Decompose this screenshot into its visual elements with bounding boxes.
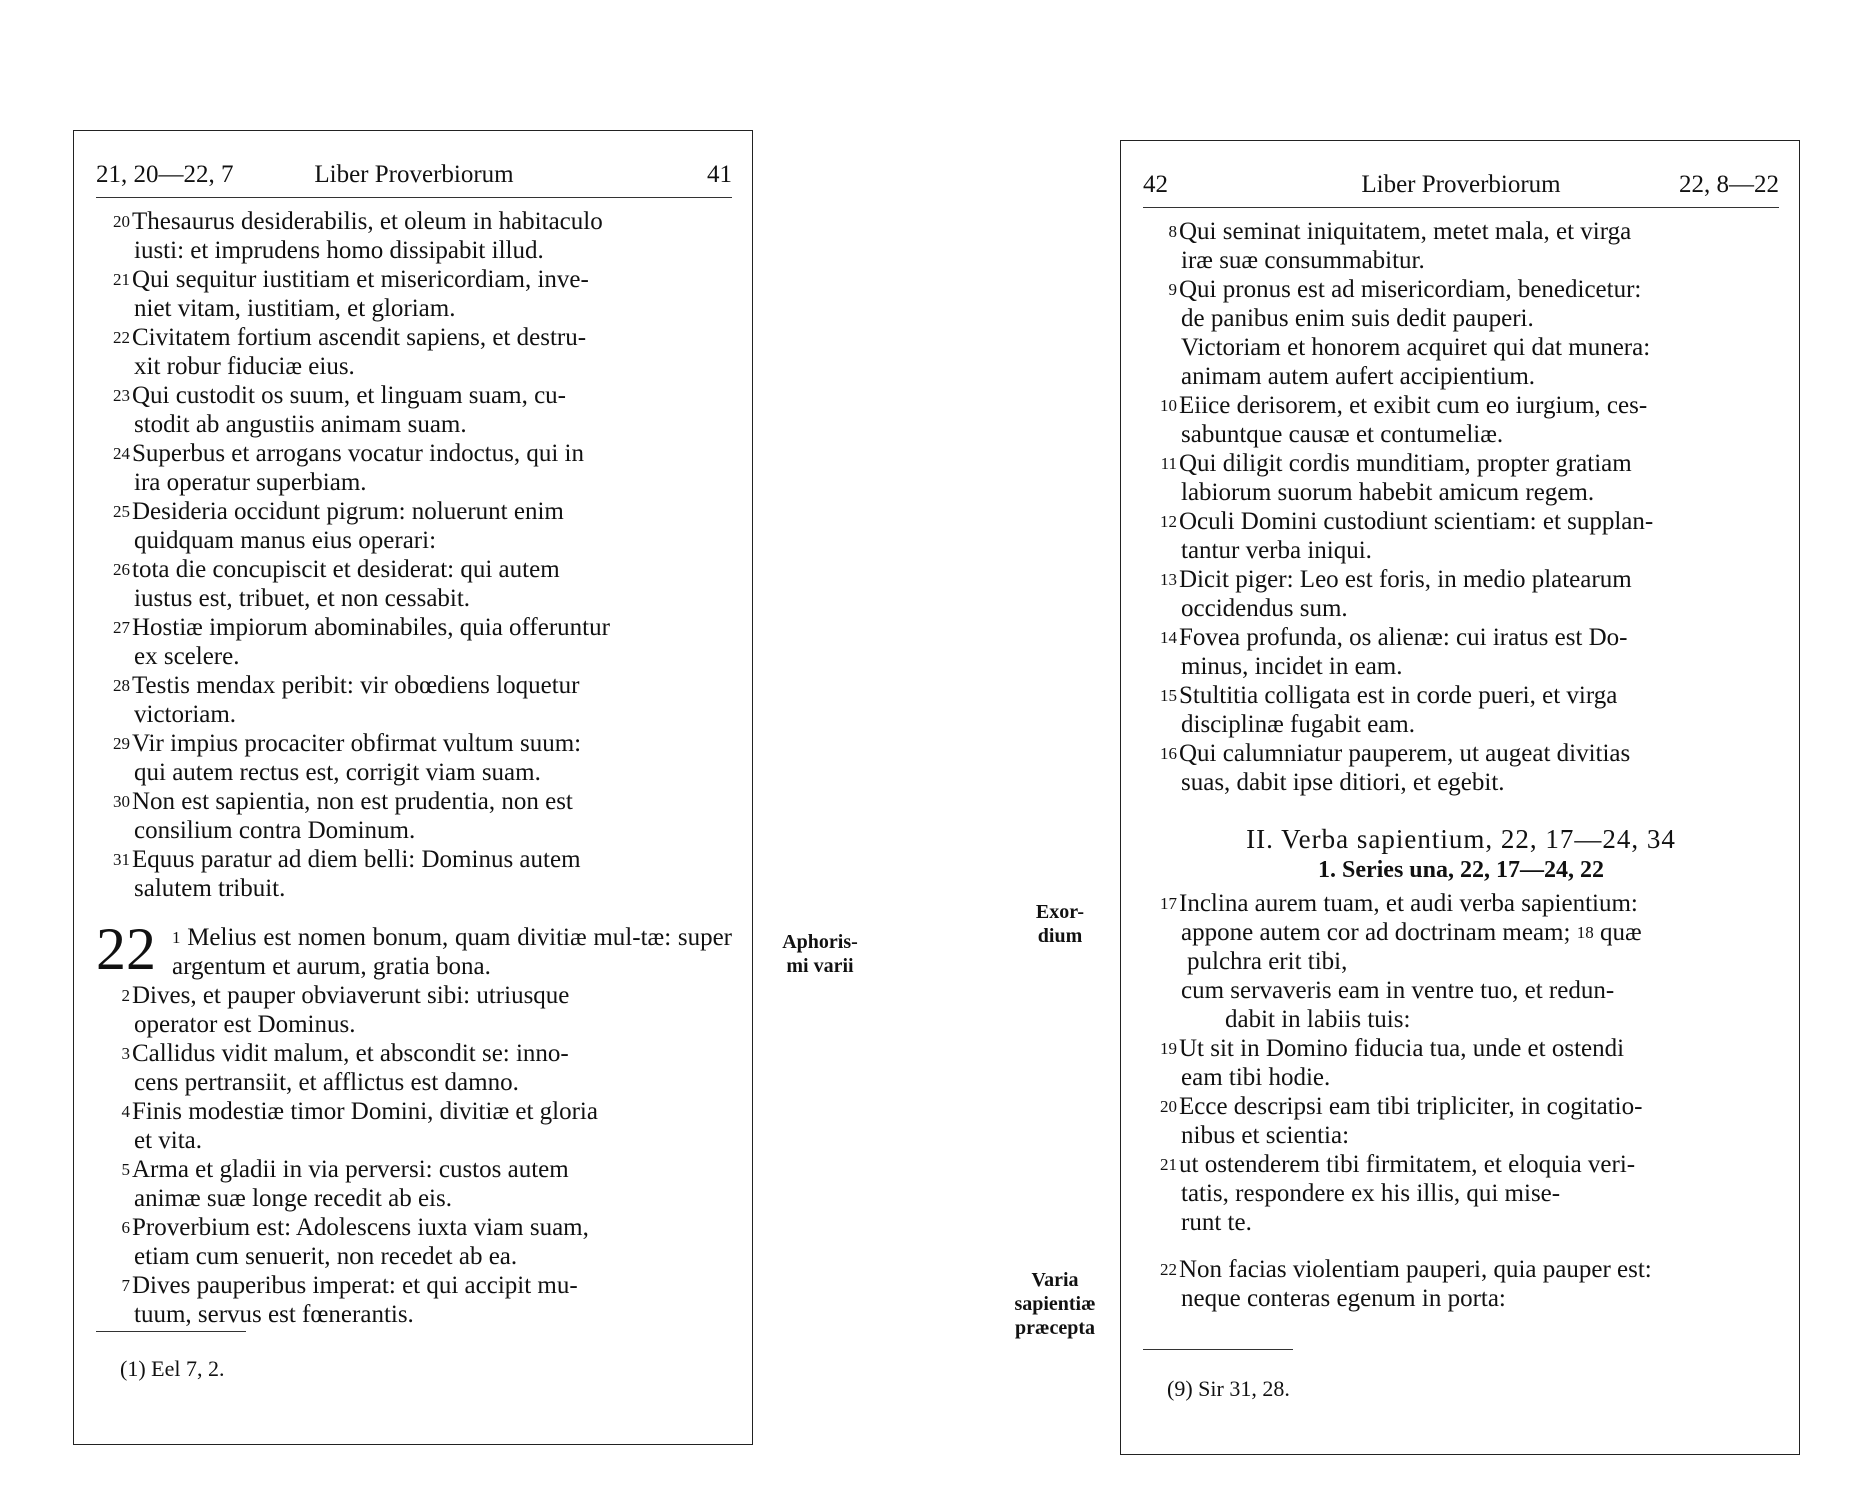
right-verses (1143, 217, 1779, 333)
verse-line: cens pertransiit, et afflictus est damno. (134, 1069, 519, 1096)
verse-line: Eiice derisorem, et exibit cum eo iurgium, ces- (1179, 392, 1648, 419)
verse-line: appone autem cor ad doctrinam meam; (1181, 919, 1571, 946)
margin-note-aphorismi (765, 930, 875, 978)
verse-line: occidendus sum. (1181, 595, 1348, 622)
verse-number: 20 (1160, 1097, 1177, 1116)
verse-line: Testis mendax peribit: vir obœdiens loquetur (132, 672, 580, 699)
right-page (1120, 140, 1800, 1455)
right-page-header (1143, 163, 1779, 208)
verse-number: 15 (1160, 686, 1177, 705)
verse-6 (96, 1213, 732, 1271)
verse-number: 11 (1160, 454, 1177, 473)
verse-21 (1143, 1150, 1779, 1237)
verse-31 (96, 845, 732, 903)
verse-line: Ecce descripsi eam tibi tripliciter, in cogitatio- (1179, 1093, 1643, 1120)
verse-line: Oculi Domini custodiunt scientiam: et supplan- (1179, 508, 1654, 535)
verse-line: stodit ab angustiis animam suam. (134, 411, 467, 438)
verse-line: Civitatem fortium ascendit sapiens, et destru- (132, 324, 587, 351)
verse-line: Vir impius procaciter obfirmat vultum suum: (132, 730, 582, 757)
verse-line: cum servaveris eam in ventre tuo, et redun- (1181, 977, 1615, 1004)
verse-line: tatis, respondere ex his illis, qui mise- (1181, 1180, 1561, 1207)
right-header-page-number: 42 (1143, 171, 1168, 198)
verse-line: iustus est, tribuet, et non cessabit. (134, 585, 471, 612)
verse-number: 28 (113, 676, 130, 695)
footnote-rule (1143, 1349, 1293, 1350)
verse-line: iusti: et imprudens homo dissipabit illud. (134, 237, 544, 264)
verse-26 (96, 555, 732, 613)
margin-note-text: Aphoris- mi varii (782, 931, 858, 977)
left-chapter-verses (96, 981, 732, 1329)
verse-number: 22 (113, 328, 130, 347)
verse-line: tota die concupiscit et desiderat: qui autem (132, 556, 560, 583)
margin-note-varia (995, 1268, 1115, 1340)
verse-line: Ut sit in Domino fiducia tua, unde et ostendi (1179, 1035, 1625, 1062)
sub-title: 1. Series una, 22, 17—24, 22 (1317, 857, 1604, 883)
verse-line: Callidus vidit malum, et abscondit se: inno- (132, 1040, 569, 1067)
verse-line: Inclina aurem tuam, et audi verba sapientium: (1179, 890, 1638, 917)
margin-note-text: Exor- dium (1035, 901, 1085, 947)
verse-27 (96, 613, 732, 671)
verse-7 (96, 1271, 732, 1329)
verse-4 (96, 1097, 732, 1155)
verse-number: 9 (1168, 280, 1177, 299)
verse-line: ut ostenderem tibi firmitatem, et eloquia veri- (1179, 1151, 1636, 1178)
verse-9 (1143, 275, 1779, 333)
verse-line: operator est Dominus. (134, 1011, 356, 1038)
verse-number: 12 (1160, 512, 1177, 531)
verse-line: eam tibi hodie. (1181, 1064, 1331, 1091)
verse-line: Fovea profunda, os alienæ: cui iratus est Do- (1179, 624, 1628, 651)
verse-line: ex scelere. (134, 643, 240, 670)
verse-16 (1143, 739, 1779, 797)
verse-number: 17 (1160, 894, 1177, 913)
verse-number: 26 (113, 560, 130, 579)
footnote-rule (96, 1331, 246, 1332)
verse-number: 5 (121, 1160, 130, 1179)
verse-13 (1143, 565, 1779, 623)
verse-line: dabit in labiis tuis: (1225, 1006, 1411, 1033)
verse-17 (1143, 889, 1779, 976)
verse-29 (96, 729, 732, 787)
verse-line: xit robur fiduciæ eius. (134, 353, 355, 380)
verse-14 (1143, 623, 1779, 681)
verse-line: tuum, servus est fœnerantis. (134, 1301, 414, 1328)
verse-30 (96, 787, 732, 845)
right-footnote: (9) Sir 31, 28. (1167, 1376, 1290, 1401)
verse-number: 16 (1160, 744, 1177, 763)
verse-20 (96, 207, 732, 265)
verse-line: suas, dabit ipse ditiori, et egebit. (1181, 769, 1505, 796)
verse-number: 21 (1160, 1155, 1177, 1174)
verse-12 (1143, 507, 1779, 565)
verse-line: niet vitam, iustitiam, et gloriam. (134, 295, 456, 322)
right-verses-3 (1143, 1034, 1779, 1237)
verse-number: 24 (113, 444, 130, 463)
verse-line: pulchra erit tibi, (1187, 948, 1348, 975)
verse-line: Thesaurus desiderabilis, et oleum in habitaculo (132, 208, 603, 235)
verse-line: consilium contra Dominum. (134, 817, 416, 844)
chapter-22-opening (96, 916, 732, 982)
verse-line: Dicit piger: Leo est foris, in medio platearum (1179, 566, 1632, 593)
verse-line: sabuntque causæ et contumeliæ. (1181, 421, 1504, 448)
verse-10 (1143, 391, 1779, 449)
verse-line: Arma et gladii in via perversi: custos autem (132, 1156, 569, 1183)
spacer (1143, 1237, 1779, 1255)
left-footnote: (1) Eel 7, 2. (120, 1356, 225, 1381)
verse-number: 21 (113, 270, 130, 289)
left-page-header (96, 153, 732, 198)
verse-3 (96, 1039, 732, 1097)
left-page (73, 130, 753, 1445)
verse-line: runt te. (1181, 1209, 1252, 1236)
verse-line: minus, incidet in eam. (1181, 653, 1403, 680)
left-page-body (96, 207, 732, 1329)
verse-number: 20 (113, 212, 130, 231)
verse-11 (1143, 449, 1779, 507)
verse-number: 22 (1160, 1260, 1177, 1279)
verse-line: et vita. (134, 1127, 203, 1154)
verse-number: 8 (1168, 222, 1177, 241)
verse-number: 6 (121, 1218, 130, 1237)
verse-line: Non facias violentiam pauperi, quia pauper est: (1179, 1256, 1652, 1283)
verse-18-continuation (1143, 976, 1779, 1034)
verse-line: Qui custodit os suum, et linguam suam, cu- (132, 382, 566, 409)
verse-line: Desideria occidunt pigrum: noluerunt enim (132, 498, 564, 525)
verse-text: Melius est nomen bonum, quam divitiæ mul-tæ: super argentum et aurum, gratia bona. (172, 924, 732, 980)
verse-line: quæ (1599, 919, 1642, 946)
verse-line: Dives, et pauper obviaverunt sibi: utriusque (132, 982, 570, 1009)
verse-line: Proverbium est: Adolescens iuxta viam suam, (132, 1214, 589, 1241)
verse-number: 23 (113, 386, 130, 405)
section-title: II. Verba sapientium, 22, 17—24, 34 (1246, 824, 1676, 854)
verse-number: 14 (1160, 628, 1177, 647)
verse-8 (1143, 217, 1779, 275)
verse-line: Stultitia colligata est in corde pueri, et virga (1179, 682, 1618, 709)
verse-line: quidquam manus eius operari: (134, 527, 437, 554)
verse-line: animam autem aufert accipientium. (1181, 363, 1536, 390)
verse-number: 2 (121, 986, 130, 1005)
left-verses (96, 207, 732, 903)
verse-28 (96, 671, 732, 729)
verse-line: qui autem rectus est, corrigit viam suam. (134, 759, 541, 786)
verse-number: 4 (121, 1102, 130, 1121)
margin-note-exordium (1010, 900, 1110, 948)
verse-number: 18 (1576, 923, 1594, 942)
right-header-title: Liber Proverbiorum (1361, 171, 1561, 198)
verse-number: 25 (113, 502, 130, 521)
verse-line: Non est sapientia, non est prudentia, non est (132, 788, 573, 815)
verse-number: 31 (113, 850, 130, 869)
verse-line: animæ suæ longe recedit ab eis. (134, 1185, 452, 1212)
verse-number: 29 (113, 734, 130, 753)
verse-line: de panibus enim suis dedit pauperi. (1181, 305, 1534, 332)
verse-23 (96, 381, 732, 439)
verse-9-continuation (1143, 333, 1779, 391)
chapter-number: 22 (96, 916, 156, 982)
verse-number: 19 (1160, 1039, 1177, 1058)
verse-line: labiorum suorum habebit amicum regem. (1181, 479, 1595, 506)
verse-number: 13 (1160, 570, 1177, 589)
verse-line: Hostiæ impiorum abominabiles, quia offeruntur (132, 614, 610, 641)
verse-line: nibus et scientia: (1181, 1122, 1350, 1149)
verse-line: Qui seminat iniquitatem, metet mala, et virga (1179, 218, 1632, 245)
verse-21 (96, 265, 732, 323)
margin-note-text: Varia sapientiæ præcepta (1014, 1269, 1096, 1339)
left-header-ref: 21, 20—22, 7 (96, 161, 234, 188)
verse-22 (96, 323, 732, 381)
verse-line: Qui calumniatur pauperem, ut augeat divitias (1179, 740, 1631, 767)
verse-22 (1143, 1255, 1779, 1313)
verse-line: etiam cum senuerit, non recedet ab ea. (134, 1243, 518, 1270)
verse-number: 1 (172, 928, 181, 947)
verse-25 (96, 497, 732, 555)
verse-line: Qui sequitur iustitiam et misericordiam, inve- (132, 266, 589, 293)
left-header-title: Liber Proverbiorum (314, 161, 514, 188)
verse-20 (1143, 1092, 1779, 1150)
verse-line: Superbus et arrogans vocatur indoctus, qui in (132, 440, 584, 467)
verse-line: Dives pauperibus imperat: et qui accipit mu- (132, 1272, 578, 1299)
verse-line: Qui diligit cordis munditiam, propter gratiam (1179, 450, 1632, 477)
verse-number: 7 (121, 1276, 130, 1295)
verse-number: 27 (113, 618, 130, 637)
verse-line: victoriam. (134, 701, 237, 728)
verse-number: 10 (1160, 396, 1177, 415)
right-verses-2 (1143, 391, 1779, 797)
verse-line: tantur verba iniqui. (1181, 537, 1372, 564)
verse-line: neque conteras egenum in porta: (1181, 1285, 1506, 1312)
verse-line: ira operatur superbiam. (134, 469, 367, 496)
verse-19 (1143, 1034, 1779, 1092)
verse-line: Qui pronus est ad misericordiam, benedicetur: (1179, 276, 1642, 303)
verse-line: iræ suæ consummabitur. (1181, 247, 1425, 274)
verse-line: Finis modestiæ timor Domini, divitiæ et gloria (132, 1098, 598, 1125)
verse-line: disciplinæ fugabit eam. (1181, 711, 1415, 738)
verse-line: salutem tribuit. (134, 875, 286, 902)
verse-5 (96, 1155, 732, 1213)
right-page-body (1143, 217, 1779, 1313)
verse-24 (96, 439, 732, 497)
right-header-ref: 22, 8—22 (1679, 171, 1779, 198)
verse-line: Equus paratur ad diem belli: Dominus autem (132, 846, 581, 873)
verse-2 (96, 981, 732, 1039)
verse-15 (1143, 681, 1779, 739)
verse-number: 30 (113, 792, 130, 811)
verse-line: Victoriam et honorem acquiret qui dat munera: (1181, 334, 1651, 361)
verse-number: 3 (121, 1044, 130, 1063)
left-header-page-number: 41 (707, 161, 732, 188)
